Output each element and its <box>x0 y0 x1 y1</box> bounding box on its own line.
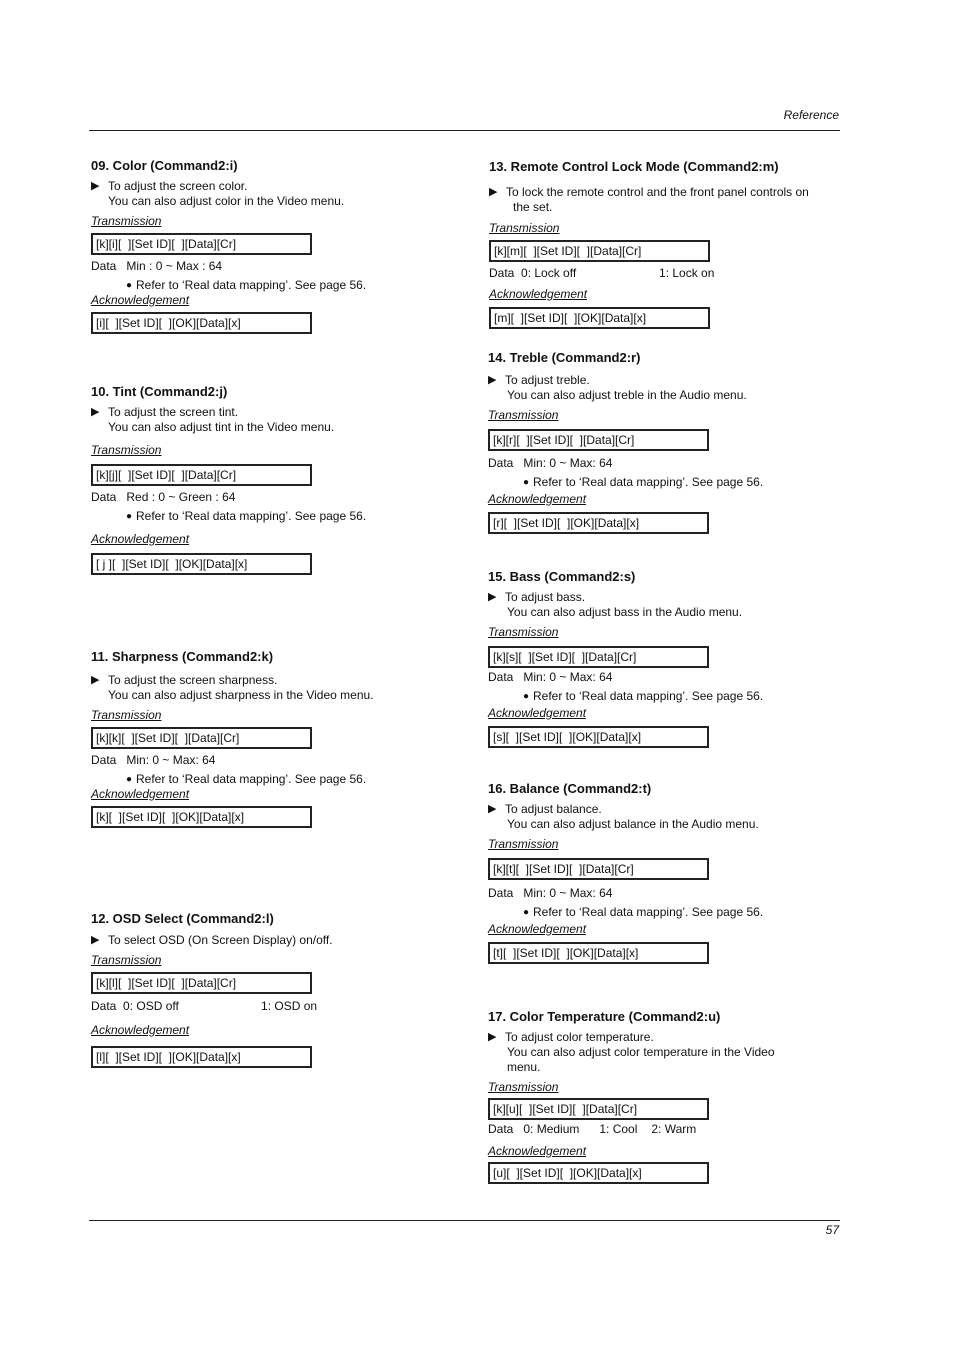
section-title: 17. Color Temperature (Command2:u) <box>488 1009 721 1024</box>
description: ▶ To adjust bass. You can also adjust bass in the Audio menu. <box>488 590 743 619</box>
bullet-icon: ● <box>523 907 530 918</box>
transmission-box: [k][t][ ][Set ID][ ][Data][Cr] <box>488 858 709 880</box>
data-line: Data Min: 0 ~ Max: 64 <box>488 456 613 470</box>
data-line: Data Red : 0 ~ Green : 64 <box>91 490 236 504</box>
section-title: 16. Balance (Command2:t) <box>488 781 652 796</box>
data-line: Data Min : 0 ~ Max : 64 <box>91 259 223 273</box>
transmission-box: [k][l][ ][Set ID][ ][Data][Cr] <box>91 972 312 994</box>
description: ▶ To select OSD (On Screen Display) on/off. <box>91 933 333 947</box>
note: ● Refer to ‘Real data mapping’. See page 56. <box>126 772 367 786</box>
bullet-icon: ● <box>523 691 530 702</box>
transmission-label: Transmission <box>91 214 162 228</box>
arrow-icon: ▶ <box>91 406 100 418</box>
arrow-icon: ▶ <box>488 591 497 603</box>
arrow-icon: ▶ <box>489 186 498 198</box>
description: ▶ To adjust the screen sharpness. You can also adjust sharpness in the Video menu. <box>91 673 374 702</box>
section-title: 15. Bass (Command2:s) <box>488 569 636 584</box>
acknowledgement-box: [t][ ][Set ID][ ][OK][Data][x] <box>488 942 709 964</box>
section-title: 10. Tint (Command2:j) <box>91 384 228 399</box>
arrow-icon: ▶ <box>488 374 497 386</box>
arrow-icon: ▶ <box>91 934 100 946</box>
arrow-icon: ▶ <box>488 803 497 815</box>
transmission-label: Transmission <box>488 625 559 639</box>
note: ● Refer to ‘Real data mapping’. See page 56. <box>126 278 367 292</box>
note: ● Refer to ‘Real data mapping’. See page 56. <box>523 905 764 919</box>
data-line: Data Min: 0 ~ Max: 64 <box>488 886 613 900</box>
acknowledgement-box: [k][ ][Set ID][ ][OK][Data][x] <box>91 806 312 828</box>
data-line: Data Min: 0 ~ Max: 64 <box>488 670 613 684</box>
transmission-box: [k][j][ ][Set ID][ ][Data][Cr] <box>91 464 312 486</box>
transmission-box: [k][m][ ][Set ID][ ][Data][Cr] <box>489 240 710 262</box>
acknowledgement-label: Acknowledgement <box>488 492 587 506</box>
acknowledgement-box: [s][ ][Set ID][ ][OK][Data][x] <box>488 726 709 748</box>
transmission-box: [k][r][ ][Set ID][ ][Data][Cr] <box>488 429 709 451</box>
section-color-temperature <box>488 1009 840 1184</box>
data-line: Data 0: Medium 1: Cool 2: Warm <box>488 1122 697 1136</box>
acknowledgement-box: [l][ ][Set ID][ ][OK][Data][x] <box>91 1046 312 1068</box>
description: ▶ To adjust color temperature. You can also adjust color temperature in the Video menu. <box>488 1030 775 1074</box>
description: ▶ To adjust the screen color. You can also adjust color in the Video menu. <box>91 179 345 208</box>
header-rule <box>89 130 840 131</box>
acknowledgement-label: Acknowledgement <box>489 287 588 301</box>
section-title: 14. Treble (Command2:r) <box>488 350 641 365</box>
section-bass <box>488 569 840 748</box>
acknowledgement-box: [m][ ][Set ID][ ][OK][Data][x] <box>489 307 710 329</box>
transmission-label: Transmission <box>91 953 162 967</box>
data-line: Data Min: 0 ~ Max: 64 <box>91 753 216 767</box>
section-title: 12. OSD Select (Command2:l) <box>91 911 274 926</box>
bullet-icon: ● <box>126 511 133 522</box>
acknowledgement-label: Acknowledgement <box>488 706 587 720</box>
acknowledgement-label: Acknowledgement <box>488 1144 587 1158</box>
acknowledgement-label: Acknowledgement <box>91 532 190 546</box>
arrow-icon: ▶ <box>488 1031 497 1043</box>
transmission-box: [k][u][ ][Set ID][ ][Data][Cr] <box>488 1098 709 1120</box>
transmission-label: Transmission <box>91 443 162 457</box>
acknowledgement-label: Acknowledgement <box>91 787 190 801</box>
transmission-label: Transmission <box>488 408 559 422</box>
description: ▶ To adjust treble. You can also adjust treble in the Audio menu. <box>488 373 747 402</box>
page-number: 57 <box>825 1223 839 1237</box>
transmission-label: Transmission <box>489 221 560 235</box>
data-line: Data 0: Lock off 1: Lock on <box>489 266 715 280</box>
section-remote-lock <box>489 159 841 329</box>
description: ▶ To lock the remote control and the front panel controls on the set. <box>489 185 809 214</box>
transmission-box: [k][k][ ][Set ID][ ][Data][Cr] <box>91 727 312 749</box>
acknowledgement-label: Acknowledgement <box>91 1023 190 1037</box>
note: ● Refer to ‘Real data mapping’. See page 56. <box>523 689 764 703</box>
section-label: Reference <box>783 108 839 122</box>
arrow-icon: ▶ <box>91 674 100 686</box>
data-line: Data 0: OSD off 1: OSD on <box>91 999 318 1013</box>
bullet-icon: ● <box>126 774 133 785</box>
transmission-label: Transmission <box>488 837 559 851</box>
acknowledgement-label: Acknowledgement <box>91 293 190 307</box>
transmission-box: [k][i][ ][Set ID][ ][Data][Cr] <box>91 233 312 255</box>
section-balance <box>488 781 840 964</box>
section-osd-select <box>91 911 421 1068</box>
section-title: 13. Remote Control Lock Mode (Command2:m) <box>489 159 779 174</box>
footer-rule <box>89 1220 840 1221</box>
section-treble <box>488 350 840 534</box>
section-title: 09. Color (Command2:i) <box>91 158 238 173</box>
section-title: 11. Sharpness (Command2:k) <box>91 649 274 664</box>
description: ▶ To adjust the screen tint. You can also adjust tint in the Video menu. <box>91 405 335 434</box>
acknowledgement-box: [u][ ][Set ID][ ][OK][Data][x] <box>488 1162 709 1184</box>
note: ● Refer to ‘Real data mapping’. See page 56. <box>523 475 764 489</box>
description: ▶ To adjust balance. You can also adjust balance in the Audio menu. <box>488 802 759 831</box>
transmission-label: Transmission <box>488 1080 559 1094</box>
acknowledgement-box: [r][ ][Set ID][ ][OK][Data][x] <box>488 512 709 534</box>
section-color <box>91 158 411 334</box>
acknowledgement-box: [ j ][ ][Set ID][ ][OK][Data][x] <box>91 553 312 575</box>
acknowledgement-label: Acknowledgement <box>488 922 587 936</box>
bullet-icon: ● <box>126 280 133 291</box>
note: ● Refer to ‘Real data mapping’. See page 56. <box>126 509 367 523</box>
section-tint <box>91 384 411 575</box>
arrow-icon: ▶ <box>91 180 100 192</box>
transmission-box: [k][s][ ][Set ID][ ][Data][Cr] <box>488 646 709 668</box>
bullet-icon: ● <box>523 477 530 488</box>
acknowledgement-box: [i][ ][Set ID][ ][OK][Data][x] <box>91 312 312 334</box>
section-sharpness <box>91 649 421 828</box>
transmission-label: Transmission <box>91 708 162 722</box>
